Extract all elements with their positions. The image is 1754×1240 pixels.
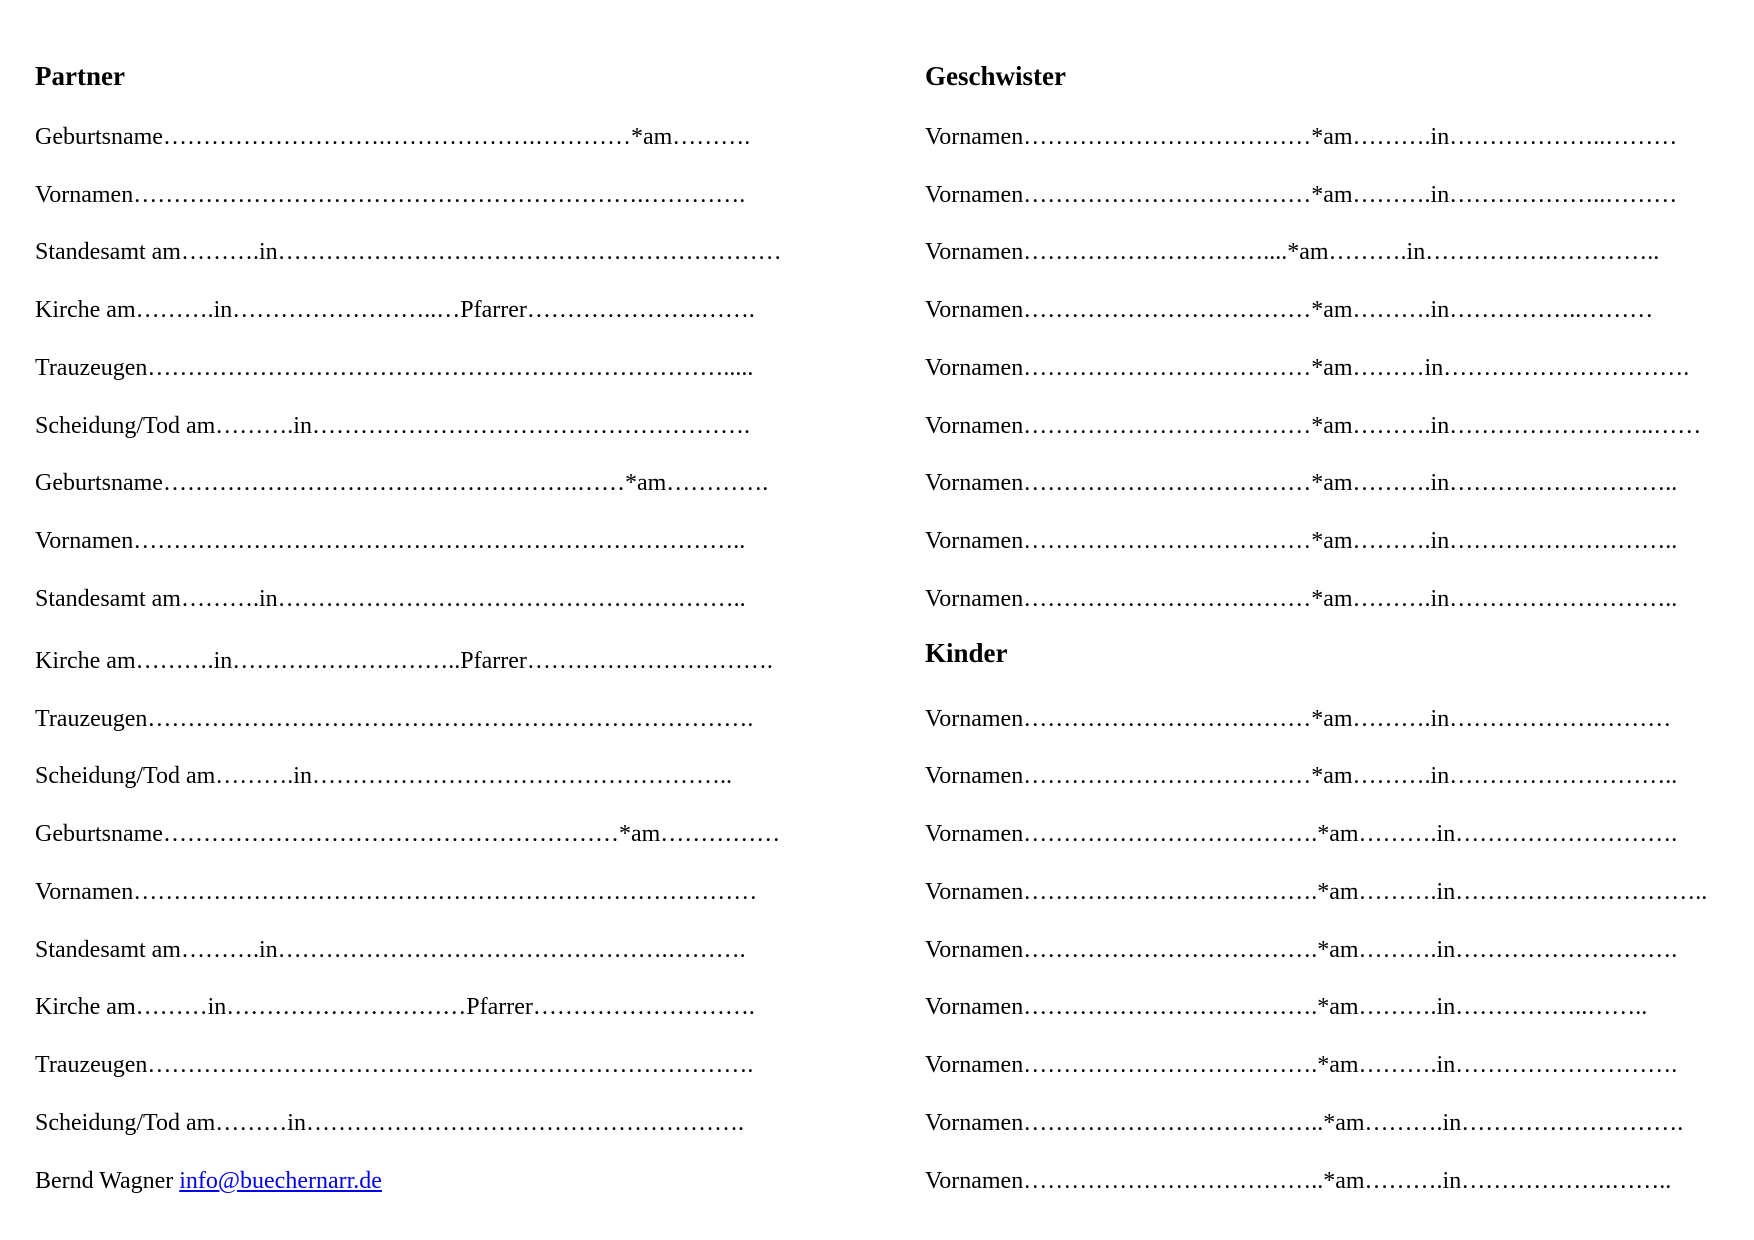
kinder-line: Vornamen……………………………….*am……….in………………………. xyxy=(925,821,1678,847)
geschwister-line: Vornamen………………………………*am……….in……………………….. xyxy=(925,528,1678,554)
geschwister-heading: Geschwister xyxy=(925,61,1066,91)
kinder-line: Vornamen……………………………….*am……….in………………………. xyxy=(925,937,1678,963)
partner-line: Kirche am……….in……………………..…Pfarrer………………….……. xyxy=(35,297,755,323)
geschwister-line: Vornamen…………………………....*am……….in…………….………….. xyxy=(925,239,1660,265)
kinder-line: Vornamen………………………………*am……….in……………….……… xyxy=(925,706,1672,732)
geschwister-line: Vornamen………………………………*am………in…………………………. xyxy=(925,355,1690,381)
author-name: Bernd Wagner xyxy=(35,1168,180,1194)
partner-line: Kirche am……….in………………………..Pfarrer…………………………. xyxy=(35,648,773,674)
partner-line: Geburtsname…………………………………………….……*am…………. xyxy=(35,470,769,496)
kinder-heading: Kinder xyxy=(925,638,1008,668)
partner-line: Scheidung/Tod am………in………………………………………………. xyxy=(35,1110,744,1136)
kinder-line: Vornamen……………………………….*am……….in………………………….. xyxy=(925,879,1708,905)
geschwister-line: Vornamen………………………………*am……….in……………..……… xyxy=(925,297,1654,323)
partner-line: Vornamen…………………………………………………………………… xyxy=(35,879,758,905)
kinder-line: Vornamen……………………………….*am……….in……………..…….. xyxy=(925,994,1648,1020)
partner-line: Scheidung/Tod am……….in…………………………………………….. xyxy=(35,763,732,789)
partner-line: Trauzeugen…………………………………………………………………. xyxy=(35,1052,754,1078)
geschwister-line: Vornamen………………………………*am……….in……………………….. xyxy=(925,470,1678,496)
partner-heading: Partner xyxy=(35,61,125,91)
partner-line: Trauzeugen………………………………………………………………..... xyxy=(35,355,754,381)
geschwister-line: Vornamen………………………………*am……….in………………..……… xyxy=(925,182,1678,208)
kinder-line: Vornamen………………………………*am……….in……………………….. xyxy=(925,763,1678,789)
geschwister-line: Vornamen………………………………*am……….in……………………….. xyxy=(925,586,1678,612)
partner-line: Vornamen……………………………………………………….…………. xyxy=(35,182,746,208)
partner-line: Kirche am………in…………………………Pfarrer………………………. xyxy=(35,994,755,1020)
geschwister-line: Vornamen………………………………*am……….in……………………..…… xyxy=(925,413,1702,439)
partner-line: Trauzeugen…………………………………………………………………. xyxy=(35,706,754,732)
partner-line: Standesamt am……….in……………………………………………………… xyxy=(35,239,782,265)
kinder-line: Vornamen………………………………..*am……….in………………………. xyxy=(925,1110,1684,1136)
geschwister-line: Vornamen………………………………*am……….in………………..……… xyxy=(925,124,1678,150)
email-link[interactable]: info@buechernarr.de xyxy=(179,1168,382,1194)
footer-credit xyxy=(35,1166,382,1196)
partner-line: Standesamt am……….in………………………………………………….. xyxy=(35,586,746,612)
partner-line: Geburtsname…………………………………………………*am…………… xyxy=(35,821,781,847)
kinder-line: Vornamen……………………………….*am……….in………………………. xyxy=(925,1052,1678,1078)
partner-line: Scheidung/Tod am……….in………………………………………………. xyxy=(35,413,750,439)
partner-line: Standesamt am……….in………………………………………….………. xyxy=(35,937,746,963)
kinder-line: Vornamen………………………………..*am……….in……………….…….. xyxy=(925,1168,1672,1194)
partner-line: Geburtsname……………………….……………….…………*am………. xyxy=(35,124,751,150)
partner-line: Vornamen………………………………………………………………….. xyxy=(35,528,746,554)
